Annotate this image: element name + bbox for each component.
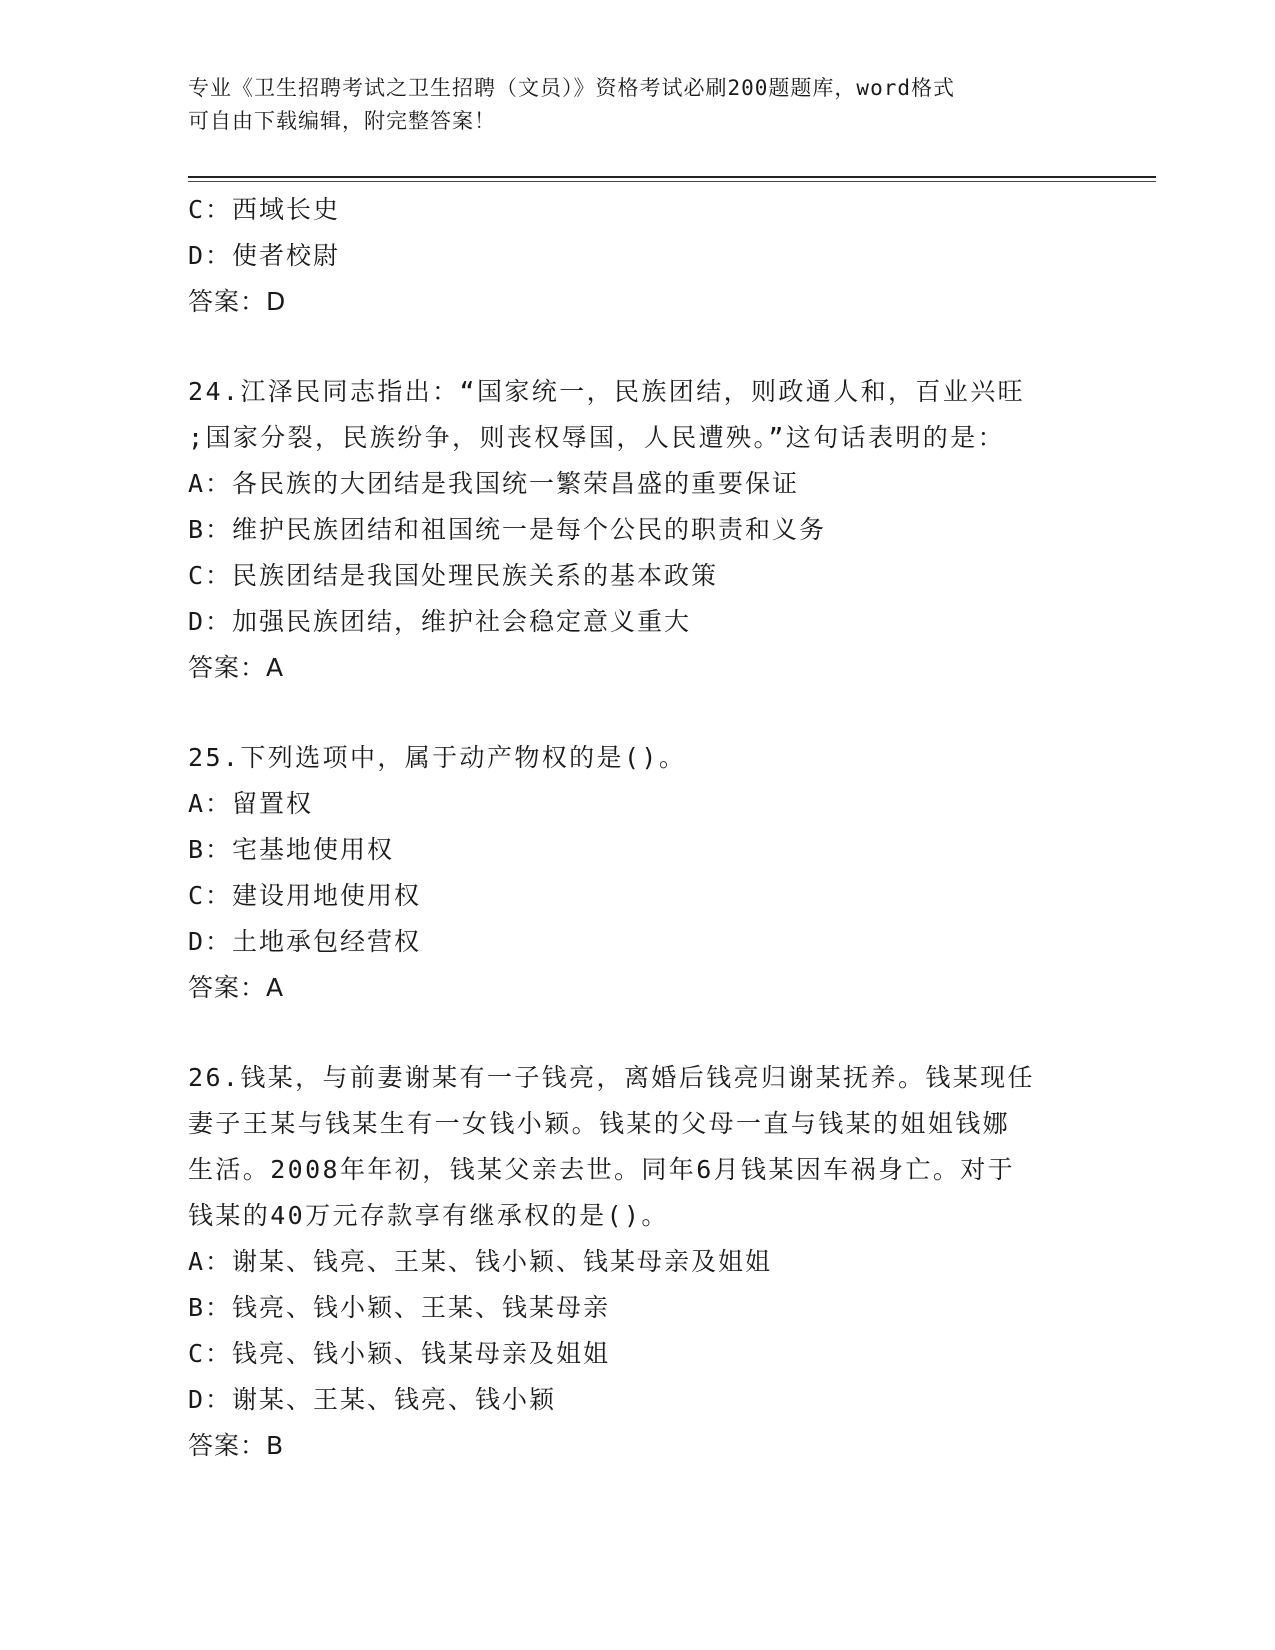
question-stem	[188, 369, 1088, 461]
option-a: A：谢某、钱亮、王某、钱小颖、钱某母亲及姐姐	[188, 1247, 773, 1276]
option-a: A：留置权	[188, 789, 314, 818]
question-25	[188, 735, 1088, 1011]
stem-line: 妻子王某与钱某生有一女钱小颖。钱某的父母一直与钱某的姐姐钱娜	[188, 1109, 1011, 1138]
answer-line: 答案：A	[188, 653, 285, 682]
option-c: C：钱亮、钱小颖、钱某母亲及姐姐	[188, 1339, 611, 1368]
document-header	[188, 72, 1068, 138]
answer-line: 答案：A	[188, 973, 285, 1002]
option-d: D：土地承包经营权	[188, 927, 422, 956]
answer-line: 答案：D	[188, 287, 287, 316]
option-c: C：西域长史	[188, 195, 341, 224]
header-divider-thick	[188, 176, 1156, 178]
option-c: C：民族团结是我国处理民族关系的基本政策	[188, 561, 719, 590]
header-divider-thin	[188, 181, 1156, 182]
stem-line: ;国家分裂，民族纷争，则丧权辱国，人民遭殃。”这句话表明的是：	[188, 423, 1006, 452]
stem-line: 钱某的40万元存款享有继承权的是()。	[188, 1201, 669, 1230]
question-stem	[188, 1055, 1088, 1239]
option-b: B：宅基地使用权	[188, 835, 395, 864]
stem-line: 25.下列选项中，属于动产物权的是()。	[188, 743, 687, 772]
question-content	[188, 187, 1088, 1469]
question-24	[188, 369, 1088, 691]
option-b: B：维护民族团结和祖国统一是每个公民的职责和义务	[188, 515, 827, 544]
question-stem	[188, 735, 1088, 781]
option-a: A：各民族的大团结是我国统一繁荣昌盛的重要保证	[188, 469, 800, 498]
stem-line: 24.江泽民同志指出：“国家统一，民族团结，则政通人和，百业兴旺	[188, 377, 1026, 406]
option-c: C：建设用地使用权	[188, 881, 422, 910]
question-23-tail	[188, 187, 1088, 325]
answer-line: 答案：B	[188, 1431, 285, 1460]
option-b: B：钱亮、钱小颖、王某、钱某母亲	[188, 1293, 611, 1322]
option-d: D：加强民族团结，维护社会稳定意义重大	[188, 607, 692, 636]
header-title-line-2: 可自由下载编辑，附完整答案！	[188, 109, 496, 133]
option-d: D：使者校尉	[188, 241, 341, 270]
stem-line: 生活。2008年年初，钱某父亲去世。同年6月钱某因车祸身亡。对于	[188, 1155, 1016, 1184]
stem-line: 26.钱某，与前妻谢某有一子钱亮，离婚后钱亮归谢某抚养。钱某现任	[188, 1063, 1035, 1092]
question-26	[188, 1055, 1088, 1469]
header-title-line-1: 专业《卫生招聘考试之卫生招聘（文员）》资格考试必刷200题题库，word格式	[188, 76, 955, 100]
option-d: D：谢某、王某、钱亮、钱小颖	[188, 1385, 557, 1414]
